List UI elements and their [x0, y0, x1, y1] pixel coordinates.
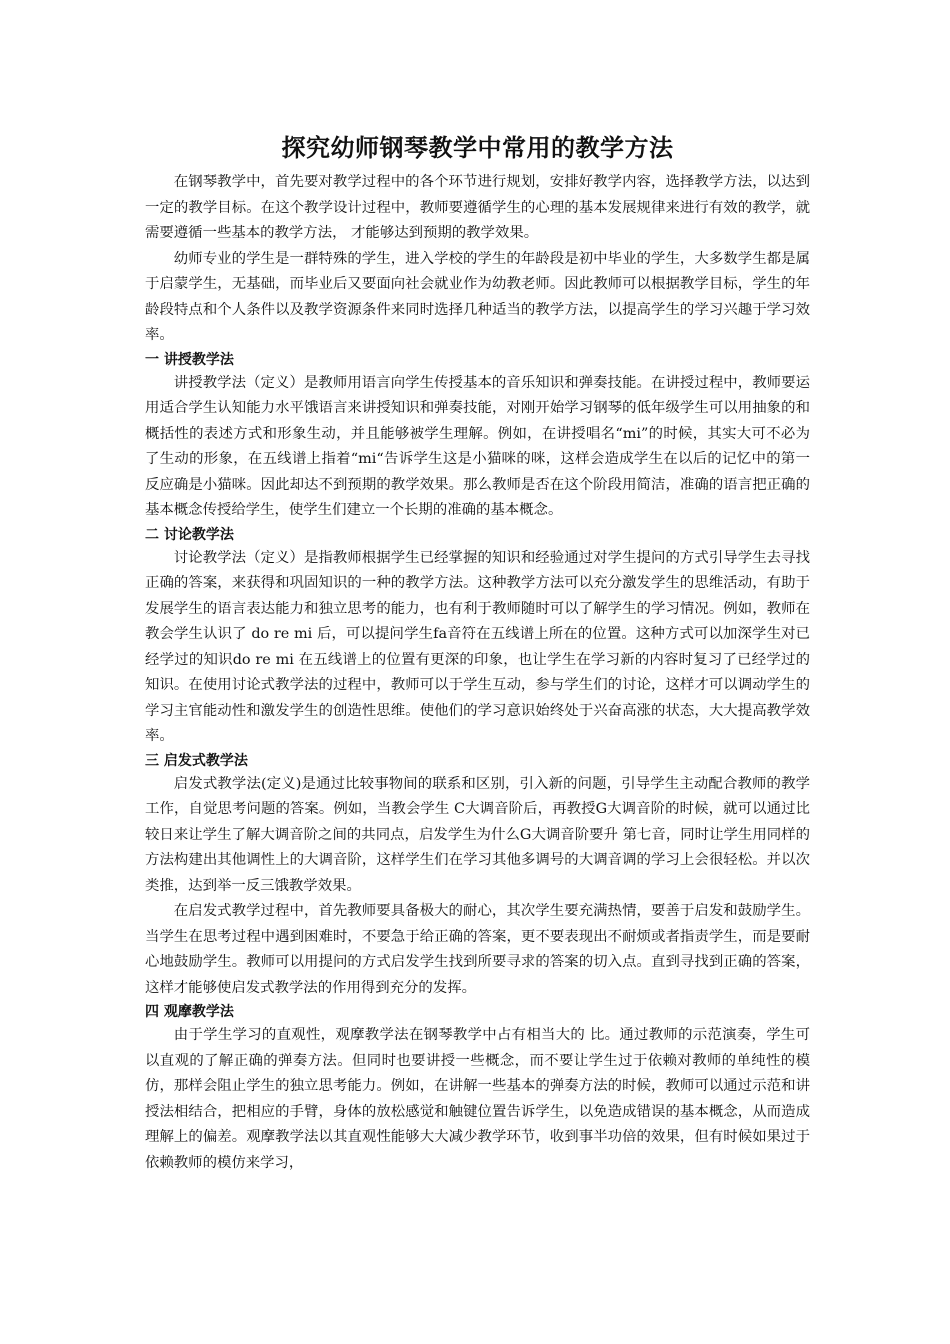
- section-lecture-method: [145, 349, 810, 524]
- section-paragraph: 在启发式教学过程中，首先教师要具备极大的耐心，其次学生要充满热情，要善于启发和鼓励学生。当学生在思考过程中遇到困难时，不要急于给正确的答案，更不要表现出不耐烦或者指责学生，而是要耐心地鼓励学生。教师可以用提问的方式启发学生找到所要寻求的答案的切入点。直到寻找到正确的答案，这样才能够使启发式教学法的作用得到充分的发挥。: [145, 903, 810, 996]
- section-observation-method: [145, 1001, 810, 1176]
- section-heading: 三 启发式教学法: [145, 752, 248, 769]
- section-heading: 二 讨论教学法: [145, 526, 234, 543]
- section-heading: 一 讲授教学法: [145, 351, 234, 368]
- section-paragraph: 讨论教学法（定义）是指教师根据学生已经掌握的知识和经验通过对学生提问的方式引导学生去寻找正确的答案，来获得和巩固知识的一种的教学方法。这种教学方法可以充分激发学生的思维活动，有助于发展学生的语言表达能力和独立思考的能力，也有利于教师随时可以了解学生的学习情况。例如，教师在教会学生认识了 do re mi 后，可以提问学生fa音符在五线谱上所在的位置。这种方式可以加深学生对已经学过的知识do re mi 在五线谱上的位置有更深的印象，也让学生在学习新的内容时复习了已经学过的知识。在使用讨论式教学法的过程中，教师可以于学生互动，参与学生们的讨论，这样才可以调动学生的学习主官能动性和激发学生的创造性思维。使他们的学习意识始终处于兴奋高涨的状态，大大提高教学效率。: [145, 549, 810, 744]
- document-page: [145, 128, 810, 1176]
- section-paragraph: 由于学生学习的直观性，观摩教学法在钢琴教学中占有相当大的 比。通过教师的示范演奏，学生可以直观的了解正确的弹奏方法。但同时也要讲授一些概念，而不要让学生过于依赖对教师的单纯性的模仿，那样会阻止学生的独立思考能力。例如，在讲解一些基本的弹奏方法的时候，教师可以通过示范和讲授法相结合，把相应的手臂，身体的放松感觉和触键位置告诉学生，以免造成错误的基本概念，从而造成理解上的偏差。观摩教学法以其直观性能够大大减少教学环节，收到事半功倍的效果，但有时候如果过于依赖教师的模仿来学习，: [145, 1027, 810, 1171]
- section-heuristic-method: [145, 750, 810, 1002]
- intro-paragraph-2: 幼师专业的学生是一群特殊的学生，进入学校的学生的年龄段是初中毕业的学生，大多数学生都是属于启蒙学生，无基础，而毕业后又要面向社会就业作为幼教老师。因此教师可以根据教学目标，学生的年龄段特点和个人条件以及教学资源条件来同时选择几种适当的教学方法，以提高学生的学习兴趣于学习效率。: [145, 250, 810, 343]
- intro-paragraph-1: 在钢琴教学中，首先要对教学过程中的各个环节进行规划，安排好教学内容，选择教学方法，以达到一定的教学目标。在这个教学设计过程中，教师要遵循学生的心理的基本发展规律来进行有效的教学，就需要遵循一些基本的教学方法， 才能够达到预期的教学效果。: [145, 174, 810, 241]
- document-title: 探究幼师钢琴教学中常用的教学方法: [281, 134, 674, 162]
- section-paragraph: 启发式教学法(定义)是通过比较事物间的联系和区别，引入新的问题，引导学生主动配合教师的教学工作，自觉思考问题的答案。例如，当教会学生 C大调音阶后，再教授G大调音阶的时候，就可以通过比较日来让学生了解大调音阶之间的共同点，启发学生为什么G大调音阶要升 第七音，同时让学生用同样的方法构建出其他调性上的大调音阶，这样学生们在学习其他多调号的大调音调的学习上会很轻松。并以次类推，达到举一反三饿教学效果。: [145, 775, 810, 894]
- section-paragraph: 讲授教学法（定义）是教师用语言向学生传授基本的音乐知识和弹奏技能。在讲授过程中，教师要运用适合学生认知能力水平饿语言来讲授知识和弹奏技能，对刚开始学习钢琴的低年级学生可以用抽象的和概括性的表述方式和形象生动，并且能够被学生理解。例如，在讲授唱名“mi”的时候，其实大可不必为了生动的形象，在五线谱上指着“mi“告诉学生这是小猫咪的咪，这样会造成学生在以后的记忆中的第一反应确是小猫咪。因此却达不到预期的教学效果。那么教师是否在这个阶段用简洁，准确的语言把正确的基本概念传授给学生，使学生们建立一个长期的准确的基本概念。: [145, 374, 810, 518]
- section-discussion-method: [145, 524, 810, 750]
- section-heading: 四 观摩教学法: [145, 1004, 234, 1020]
